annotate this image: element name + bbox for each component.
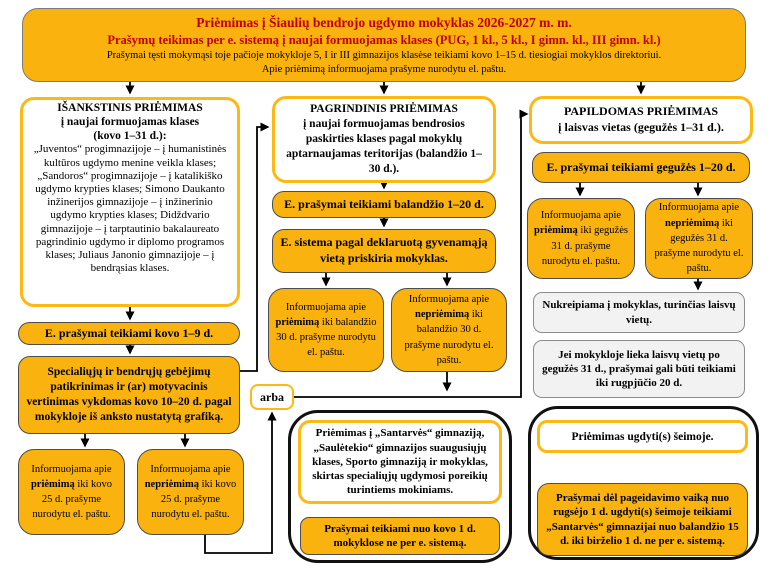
- header-note-line1: Prašymai tęsti mokymąsi toje pačioje mokykloje 5, I ir III gimnazijos klasėse teikiami kovo 1–15 d. tiesiogiai mokyklos direktoriui.: [106, 49, 662, 61]
- additional-reject-box: [645, 198, 753, 279]
- early-eapplications-box: [18, 322, 240, 345]
- header-banner: [22, 8, 746, 82]
- santarve-step-box: [300, 517, 500, 555]
- early-reject-box: [137, 449, 244, 535]
- additional-redirect-box: [533, 292, 745, 333]
- early-dates: (kovo 1–31 d.):: [93, 129, 167, 142]
- main-reject-box: [391, 288, 507, 372]
- or-label: arba: [260, 389, 284, 404]
- header-title-line2: Prašymų teikimas per e. sistemą į naujai formuojamas klases (PUG, 1 kl., 5 kl., I gimn. kl., III gimn. kl.): [107, 33, 661, 48]
- main-system-assign-box: [272, 229, 496, 273]
- family-step-label: Prašymai dėl pageidavimo vaiką nuo rugsėjo 1 d. ugdyti(s) šeimoje teikiami „Santarvės“ gimnazijai nuo balandžio 15 d. iki birželio 1 d. ne per e. sistemą.: [546, 491, 739, 547]
- early-reject-label: Informuojama apie nepriėmimą iki kovo 25 d. prašyme nurodytu el. paštu.: [144, 463, 237, 521]
- additional-eapplications-box: [532, 152, 750, 183]
- family-step-box: [537, 483, 748, 556]
- main-eapplications-label: E. prašymai teikiami balandžio 1–20 d.: [284, 197, 484, 211]
- main-eapplications-box: [272, 191, 496, 218]
- early-body: „Juventos“ progimnazijoje – į humanistinės kultūros ugdymo menine veikla klases; „Sandoros“ progimnazijoje – į katalikiško ugdymo krypties klases; Simono Daukanto inžinerijos gimnazijoje – į inžinerinio ugdymo krypties klases; Didždvario gimnazijoje – į tarptautinio bakalaureato pagrindinio ugdymo ir diplomo programos klases; Juliaus Janonio gimnazijoje – į bendrąsias klases.: [33, 143, 227, 275]
- connector-early-to-main: [240, 127, 268, 371]
- additional-admit-label: Informuojama apie priėmimą iki gegužės 31 d. prašyme nurodytu el. paštu.: [534, 210, 628, 267]
- main-admission-head-box: [272, 96, 496, 183]
- additional-reject-label: Informuojama apie nepriėmimą iki gegužės 31 d. prašyme nurodytu el. paštu.: [654, 202, 744, 275]
- early-eapplications-label: E. prašymai teikiami kovo 1–9 d.: [44, 326, 214, 340]
- family-head-label: Priėmimas ugdyti(s) šeimoje.: [571, 430, 714, 443]
- header-note-line2: Apie priėmimą informuojama prašyme nurodytu el. paštu.: [261, 63, 507, 75]
- main-system-assign-label: E. sistema pagal deklaruotą gyvenamąją vietą priskiria mokyklas.: [280, 235, 488, 265]
- additional-admit-box: [527, 198, 635, 279]
- santarve-step-label: Prašymai teikiami nuo kovo 1 d. mokyklose ne per e. sistemą.: [324, 522, 476, 549]
- santarve-head-label: Priėmimas į „Santarvės“ gimnaziją, „Saulėtekio“ gimnazijos suaugusiųjų klases, Sporto gimnaziją ir mokyklas, skirtas specialiųjų ugdymosi poreikių turintiems mokiniams.: [312, 427, 488, 497]
- additional-eapplications-label: E. prašymai teikiami gegužės 1–20 d.: [546, 160, 736, 174]
- santarve-head-box: [298, 420, 502, 504]
- additional-latespots-label: Jei mokykloje lieka laisvų vietų po gegužės 31 d., prašymai gali būti teikiami iki rugpjūčio 20 d.: [542, 348, 736, 390]
- additional-redirect-label: Nukreipiama į mokyklas, turinčias laisvų vietų.: [542, 299, 736, 326]
- family-head-box: [537, 420, 748, 453]
- header-title-line1: Priėmimas į Šiaulių bendrojo ugdymo mokyklas 2026-2027 m. m.: [196, 14, 572, 30]
- main-reject-label: Informuojama apie nepriėmimą iki balandžio 30 d. prašyme nurodytu el. paštu.: [404, 293, 494, 366]
- early-subtitle: į naujai formuojamas klases: [60, 115, 200, 128]
- early-title: IŠANKSTINIS PRIĖMIMAS: [57, 102, 203, 114]
- additional-admission-head-box: [529, 96, 753, 144]
- early-assessment-box: [18, 356, 240, 434]
- early-admission-head-box: [20, 97, 240, 307]
- additional-title: PAPILDOMAS PRIĖMIMAS: [563, 104, 719, 119]
- early-admit-label: Informuojama apie priėmimą iki kovo 25 d. prašyme nurodytu el. paštu.: [30, 463, 113, 521]
- additional-latespots-box: [533, 340, 745, 398]
- main-admit-box: [268, 288, 384, 372]
- early-assessment-label: Specialiųjų ir bendrųjų gebėjimų patikrinimas ir (ar) motyvacinis vertinimas vykdomas kovo 10–20 d. pagal mokykloje iš anksto nustatytą grafiką.: [26, 366, 232, 423]
- main-admit-label: Informuojama apie priėmimą iki balandžio 30 d. prašyme nurodytu el. paštu.: [275, 301, 377, 359]
- main-title: PAGRINDINIS PRIĖMIMAS: [310, 103, 458, 116]
- main-subtitle: į naujai formuojamas bendrosios paskirties klases pagal mokyklų aptarnaujamas teritorijas (balandžio 1–30 d.).: [286, 118, 482, 175]
- additional-subtitle: į laisvas vietas (gegužės 1–31 d.).: [558, 120, 724, 134]
- or-junction-box: [250, 384, 294, 410]
- early-admit-box: [18, 449, 125, 535]
